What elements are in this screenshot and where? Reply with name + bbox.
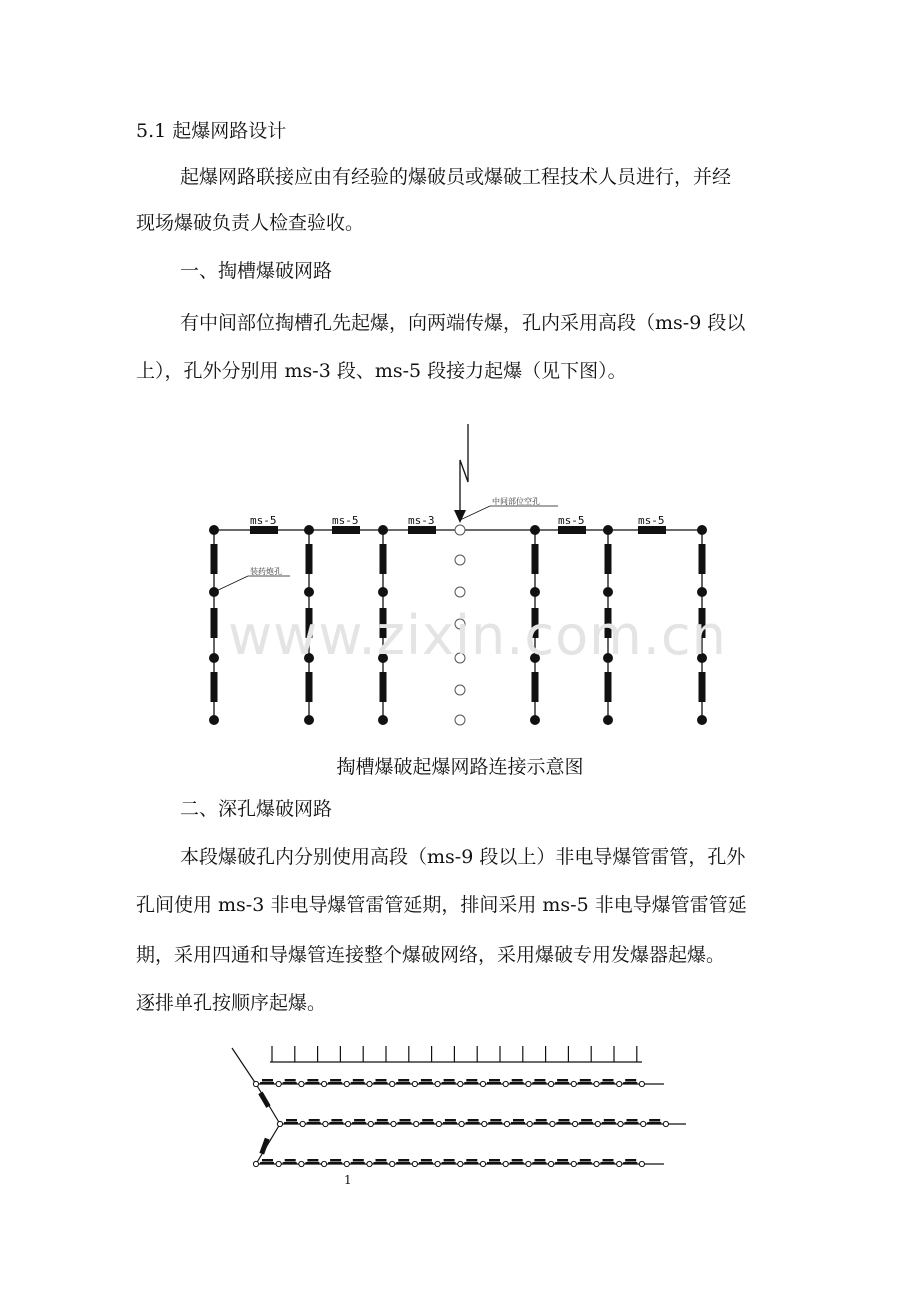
- delay-block: [699, 672, 706, 702]
- blast-hole: [299, 1081, 304, 1086]
- charged-hole: [603, 587, 613, 597]
- blast-hole: [346, 1121, 351, 1126]
- label-ms3: ms-3: [408, 514, 435, 527]
- label-ms5-left2: ms-5: [332, 514, 359, 527]
- row-label: 1: [344, 1173, 352, 1187]
- blast-hole: [641, 1121, 646, 1126]
- blast-hole: [458, 1161, 463, 1166]
- delay-block: [699, 544, 706, 574]
- charged-hole: [304, 525, 314, 535]
- blast-hole: [390, 1161, 395, 1166]
- charged-hole: [378, 525, 388, 535]
- blast-hole: [435, 1161, 440, 1166]
- blast-hole: [573, 1121, 578, 1126]
- delay-block: [532, 544, 539, 574]
- blast-hole: [391, 1121, 396, 1126]
- blast-hole: [390, 1081, 395, 1086]
- blast-hole: [436, 1121, 441, 1126]
- blast-hole: [503, 1161, 508, 1166]
- blast-hole: [323, 1121, 328, 1126]
- blast-hole: [368, 1121, 373, 1126]
- deep-paragraph-line1: 本段爆破孔内分别使用高段（ms-9 段以上）非电导爆管雷管，孔外: [180, 846, 746, 868]
- delay-block: [380, 544, 387, 574]
- charged-hole: [530, 715, 540, 725]
- delay-block: [605, 544, 612, 574]
- charged-hole: [697, 587, 707, 597]
- signal-line: [460, 424, 468, 520]
- blast-hole: [663, 1121, 668, 1126]
- blast-hole: [367, 1081, 372, 1086]
- blast-hole: [344, 1161, 349, 1166]
- blast-hole: [504, 1121, 509, 1126]
- intro-paragraph-line1: 起爆网路联接应由有经验的爆破员或爆破工程技术人员进行，并经: [180, 166, 732, 188]
- blast-hole: [480, 1161, 485, 1166]
- trench-blasting-diagram: [0, 420, 920, 750]
- blast-hole: [322, 1161, 327, 1166]
- blast-hole: [594, 1161, 599, 1166]
- charged-hole: [697, 715, 707, 725]
- charged-hole: [603, 715, 613, 725]
- blast-hole: [526, 1081, 531, 1086]
- delay-block: [306, 544, 313, 574]
- charged-hole: [209, 653, 219, 663]
- blast-hole: [571, 1081, 576, 1086]
- charged-hole: [603, 525, 613, 535]
- blast-hole: [480, 1081, 485, 1086]
- blast-hole: [571, 1161, 576, 1166]
- label-ms5-right2: ms-5: [638, 514, 665, 527]
- blast-hole: [595, 1121, 600, 1126]
- trench-paragraph-line1: 有中间部位掏槽孔先起爆，向两端传爆，孔内采用高段（ms-9 段以: [180, 312, 746, 334]
- charged-hole: [530, 525, 540, 535]
- blast-hole: [435, 1081, 440, 1086]
- blast-hole: [526, 1161, 531, 1166]
- blast-hole: [550, 1121, 555, 1126]
- charged-hole: [304, 715, 314, 725]
- deep-hole-blasting-diagram: [0, 1038, 920, 1198]
- deep-paragraph-line4: 逐排单孔按顺序起爆。: [136, 992, 327, 1014]
- blast-hole: [344, 1081, 349, 1086]
- blast-hole: [618, 1121, 623, 1126]
- delay-block: [211, 544, 218, 574]
- empty-hole: [455, 685, 465, 695]
- label-middle-hole: 中间部位空孔: [492, 497, 540, 506]
- blast-hole: [299, 1161, 304, 1166]
- blast-hole: [276, 1161, 281, 1166]
- delay-block: [380, 672, 387, 702]
- blast-hole: [412, 1081, 417, 1086]
- deep-paragraph-line2: 孔间使用 ms-3 非电导爆管雷管延期，排间采用 ms-5 非电导爆管雷管延: [136, 894, 747, 916]
- empty-hole: [455, 587, 465, 597]
- trench-paragraph-line2: 上），孔外分别用 ms-3 段、ms-5 段接力起爆（见下图）。: [136, 360, 627, 382]
- blast-hole: [617, 1161, 622, 1166]
- blast-hole: [277, 1121, 282, 1126]
- intro-paragraph-line2: 现场爆破负责人检查验收。: [136, 212, 365, 234]
- blast-hole: [253, 1081, 258, 1086]
- charged-hole: [378, 715, 388, 725]
- charged-hole: [209, 715, 219, 725]
- blast-hole: [639, 1081, 644, 1086]
- empty-hole: [455, 715, 465, 725]
- charged-hole: [697, 525, 707, 535]
- delay-block: [532, 672, 539, 702]
- delay-block: [306, 672, 313, 702]
- section-heading: 5.1 起爆网路设计: [136, 120, 287, 142]
- blast-hole: [322, 1081, 327, 1086]
- trench-heading: 一、掏槽爆破网路: [180, 260, 333, 282]
- empty-hole: [455, 525, 465, 535]
- blast-hole: [253, 1161, 258, 1166]
- blast-hole: [503, 1081, 508, 1086]
- blast-hole: [276, 1081, 281, 1086]
- charged-hole: [209, 587, 219, 597]
- blast-hole: [482, 1121, 487, 1126]
- blast-hole: [594, 1081, 599, 1086]
- delay-block: [211, 608, 218, 638]
- delay-block: [605, 672, 612, 702]
- blast-hole: [412, 1161, 417, 1166]
- deep-paragraph-line3: 期，采用四通和导爆管连接整个爆破网络，采用爆破专用发爆器起爆。: [136, 944, 726, 966]
- blast-hole: [367, 1161, 372, 1166]
- arrow-head: [454, 510, 466, 523]
- blast-hole: [458, 1081, 463, 1086]
- blast-hole: [549, 1161, 554, 1166]
- label-ms5-right: ms-5: [558, 514, 585, 527]
- charged-hole: [378, 587, 388, 597]
- watermark: www.zixin.com.cn: [228, 604, 727, 667]
- blast-hole: [459, 1121, 464, 1126]
- charged-hole: [209, 525, 219, 535]
- trench-diagram-caption: 掏槽爆破起爆网路连接示意图: [336, 756, 584, 778]
- charged-hole: [304, 587, 314, 597]
- label-charged-hole: 装药炮孔: [250, 567, 282, 576]
- delay-block: [211, 672, 218, 702]
- charged-hole: [530, 587, 540, 597]
- deep-heading: 二、深孔爆破网路: [180, 798, 333, 820]
- blast-hole: [639, 1161, 644, 1166]
- blast-hole: [414, 1121, 419, 1126]
- empty-hole: [455, 555, 465, 565]
- blast-hole: [527, 1121, 532, 1126]
- blast-hole: [549, 1081, 554, 1086]
- label-ms5-left: ms-5: [250, 514, 277, 527]
- blast-hole: [617, 1081, 622, 1086]
- blast-hole: [300, 1121, 305, 1126]
